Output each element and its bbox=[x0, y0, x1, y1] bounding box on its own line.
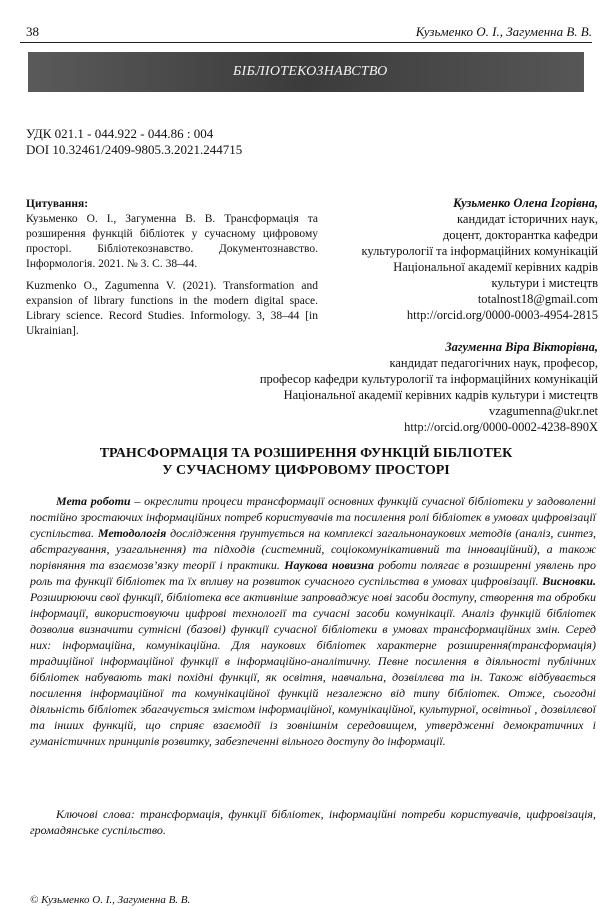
method-label: Методологія bbox=[97, 526, 167, 540]
author-orcid[interactable]: http://orcid.org/0000-0002-4238-890X bbox=[404, 420, 598, 434]
novelty-label: Наукова новизна bbox=[284, 558, 374, 572]
method-text: дослідження ґрунтується на комплексі загальнонаукових методів (аналіз, синтез, абстрагування, узагальнення) та підходів (системний, соціокомунікативний та інноваційний), а також порівняння та взаємозв’язку теорії і практики. bbox=[30, 526, 596, 572]
novelty-text: роботи полягає в розширенні уявлень про роль та функції бібліотек та їх впливу на розвиток сучасного суспільства в умовах цифровізації. bbox=[30, 558, 596, 588]
author-email[interactable]: vzagumenna@ukr.net bbox=[488, 404, 598, 418]
author-name: Загуменна Віра Вікторівна, bbox=[445, 340, 598, 354]
section-band bbox=[28, 52, 584, 92]
purpose-text: – окреслити процеси трансформації основних функцій сучасної бібліотеки у задоволенні постійно зростаючих інформаційних потреб користувачів та посилення ролі бібліотек в умовах цифровізації суспільства. bbox=[30, 494, 597, 540]
author-1 bbox=[361, 195, 598, 323]
udc-code: УДК 021.1 - 044.922 - 044.86 : 004 bbox=[26, 126, 214, 141]
author-email[interactable]: totalnost18@gmail.com bbox=[477, 292, 598, 306]
purpose-label: Мета роботи bbox=[56, 494, 131, 508]
keywords-label: Ключові слова: bbox=[56, 807, 135, 821]
keywords bbox=[30, 806, 596, 838]
author-orcid[interactable]: http://orcid.org/0000-0003-4954-2815 bbox=[406, 308, 598, 322]
page-number: 38 bbox=[26, 24, 39, 39]
author-line: культури і мистецтв bbox=[491, 276, 598, 290]
author-line: культурології та інформаційних комунікацій bbox=[361, 244, 598, 258]
author-name: Кузьменко Олена Ігорівна, bbox=[453, 196, 598, 210]
citation-block bbox=[26, 197, 318, 346]
conclusions-text: Розширюючи свої функції, бібліотека все активніше запроваджує нові засоби доступу, створення та обробки інформації, використовуючи цифрові технології та сучасні засоби комунікації. Аналіз функцій бібліотек дозволив визначити сутнісні (базові) функції сучасної бібліотеки в умовах трансформаційних змін. Серед них: інформаційна, комунікаційна. Для наукових бібліотек характерне розширення(трансформація) традиційної інформаційної функції в інформаційно-аналітичну. Певне посилення в діяльності публічних бібліотек набувають такі похідні функції, як освітня, навчальна, дозвіллєва та ін. Також відбувається посилення інформаційної та комунікаційної функцій незалежно від типу бібліотек. Отже, сьогодні діяльність бібліотек збагачується змістом інформаційної, комунікаційної, культурної, освітньої , дозвіллєвої та інших функцій, що сприяє взаємодії із зовнішнім середовищем, утвердженні демократичних і гуманістичних принципів розвитку, забезпеченні вільного доступу до інформації. bbox=[30, 590, 596, 748]
author-line: Національної академії керівних кадрів культури і мистецтв bbox=[283, 388, 598, 402]
author-line: кандидат педагогічних наук, професор, bbox=[389, 356, 598, 370]
citation-label: Цитування: bbox=[26, 198, 89, 210]
citation-eng: Kuzmenko O., Zagumenna V. (2021). Transformation and expansion of library functions in the modern digital space. Library science. Record Studies. Informology. 3, 38–44 [in Ukrainian]. bbox=[26, 280, 318, 337]
conclusions-label: Висновки. bbox=[542, 574, 596, 588]
copyright-footer: © Кузьменко О. І., Загуменна В. В. bbox=[30, 894, 191, 906]
author-line: доцент, докторантка кафедри bbox=[442, 228, 598, 242]
author-line: Національної академії керівних кадрів bbox=[393, 260, 598, 274]
header-rule bbox=[20, 42, 592, 43]
running-head: Кузьменко О. І., Загуменна В. В. bbox=[415, 24, 592, 39]
identifiers bbox=[26, 126, 242, 158]
author-2 bbox=[260, 339, 598, 435]
abstract bbox=[30, 493, 596, 749]
doi-code[interactable]: DOI 10.32461/2409-9805.3.2021.244715 bbox=[26, 142, 243, 157]
author-line: професор кафедри культурології та інформаційних комунікацій bbox=[259, 372, 598, 386]
title-line-1: ТРАНСФОРМАЦІЯ ТА РОЗШИРЕННЯ ФУНКЦІЙ БІБЛІОТЕК bbox=[99, 446, 513, 461]
author-line: кандидат історичних наук, bbox=[457, 212, 598, 226]
section-title: БІБЛІОТЕКОЗНАВСТВО bbox=[233, 64, 388, 79]
article-title bbox=[0, 445, 612, 479]
keywords-text: трансформація, функції бібліотек, інформаційні потреби користувачів, цифровізація, громадянське суспільство. bbox=[30, 807, 596, 837]
title-line-2: У СУЧАСНОМУ ЦИФРОВОМУ ПРОСТОРІ bbox=[162, 463, 450, 478]
citation-ukr: Кузьменко О. І., Загуменна В. В. Трансформація та розширення функцій бібліотек у сучасному цифровому просторі. Бібліотекознавство. Документознавство. Інформологія. 2021. № 3. С. 38–44. bbox=[26, 213, 318, 270]
